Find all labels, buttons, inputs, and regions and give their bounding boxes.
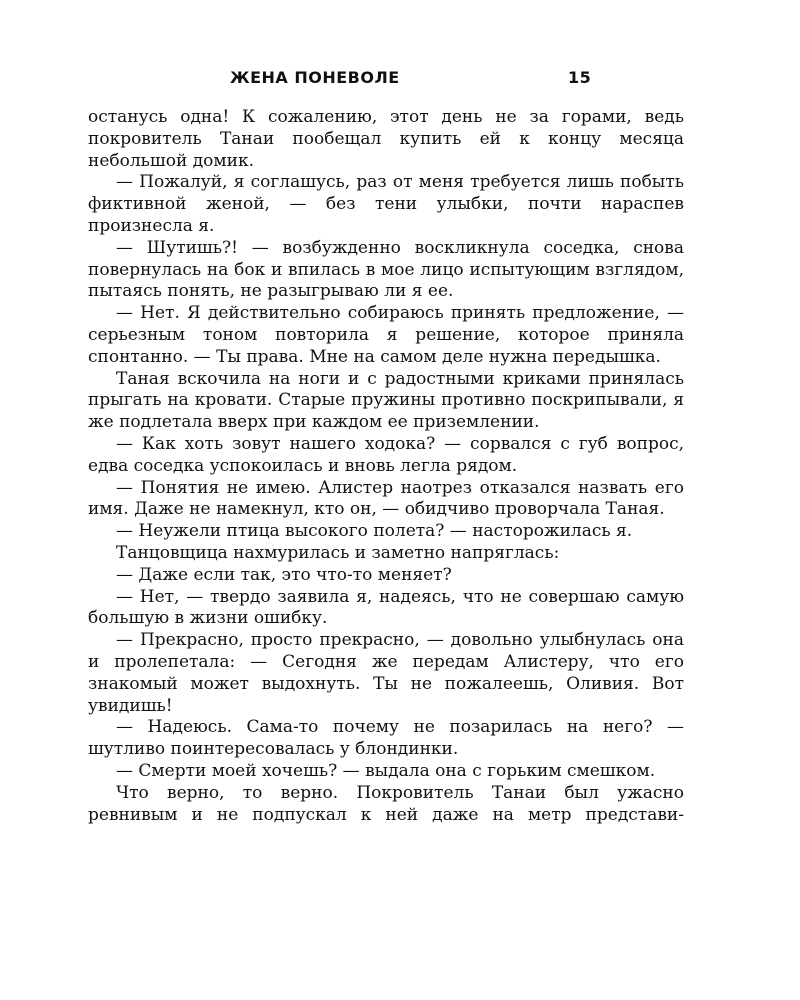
body-text (88, 107, 684, 826)
running-title: ЖЕНА ПОНЕВОЛЕ (230, 68, 400, 87)
paragraph: — Даже если так, это что-то меняет? (116, 564, 452, 585)
paragraph: Что верно, то верно. Покровитель Танаи был ужасно ревнивым и не подпускал к ней даже на метр представи- (88, 782, 684, 825)
paragraph: Таная вскочила на ноги и с радостными криками принялась прыгать на кровати. Старые пружины противно поскрипывали, я же подлетала вверх при каждом ее приземлении. (88, 368, 684, 433)
paragraph: — Понятия не имею. Алистер наотрез отказался назвать его имя. Даже не намекнул, кто он, — обидчиво проворчала Таная. (88, 477, 684, 520)
running-header (88, 68, 684, 92)
paragraph: — Смерти моей хочешь? — выдала она с горьким смешком. (116, 760, 656, 781)
paragraph: — Как хоть зовут нашего ходока? — сорвался с губ вопрос, едва соседка успокоилась и вновь легла рядом. (88, 433, 684, 476)
paragraph: останусь одна! К сожалению, этот день не за горами, ведь покровитель Танаи пообещал купить ей к концу месяца небольшой домик. (88, 107, 684, 171)
paragraph: — Надеюсь. Сама-то почему не позарилась на него? — шутливо поинтересовалась у блондинки. (88, 717, 684, 760)
paragraph: — Пожалуй, я соглашусь, раз от меня требуется лишь побыть фиктивной женой, — без тени улыбки, почти нараспев произнесла я. (88, 172, 684, 236)
paragraph: — Нет. Я действительно собираюсь принять предложение, — серьезным тоном повторила я решение, которое приняла спонтанно. — Ты права. Мне на самом деле нужна передышка. (88, 303, 684, 367)
paragraph: — Нет, — твердо заявила я, надеясь, что не совершаю самую большую в жизни ошибку. (88, 586, 684, 629)
paragraph: — Неужели птица высокого полета? — насторожилась я. (116, 521, 633, 542)
page-number: 15 (568, 68, 592, 87)
paragraph: — Шутишь?! — возбужденно воскликнула соседка, снова повернулась на бок и впилась в мое лицо испытующим взглядом, пытаясь понять, не разыгрываю ли я ее. (88, 237, 684, 302)
paragraph: Танцовщица нахмурилась и заметно напряглась: (116, 542, 560, 563)
paragraph: — Прекрасно, просто прекрасно, — довольно улыбнулась она и пролепетала: — Сегодня же передам Алистеру, что его знакомый может выдохнуть. Ты не пожалеешь, Оливия. Вот увидишь! (88, 630, 684, 716)
